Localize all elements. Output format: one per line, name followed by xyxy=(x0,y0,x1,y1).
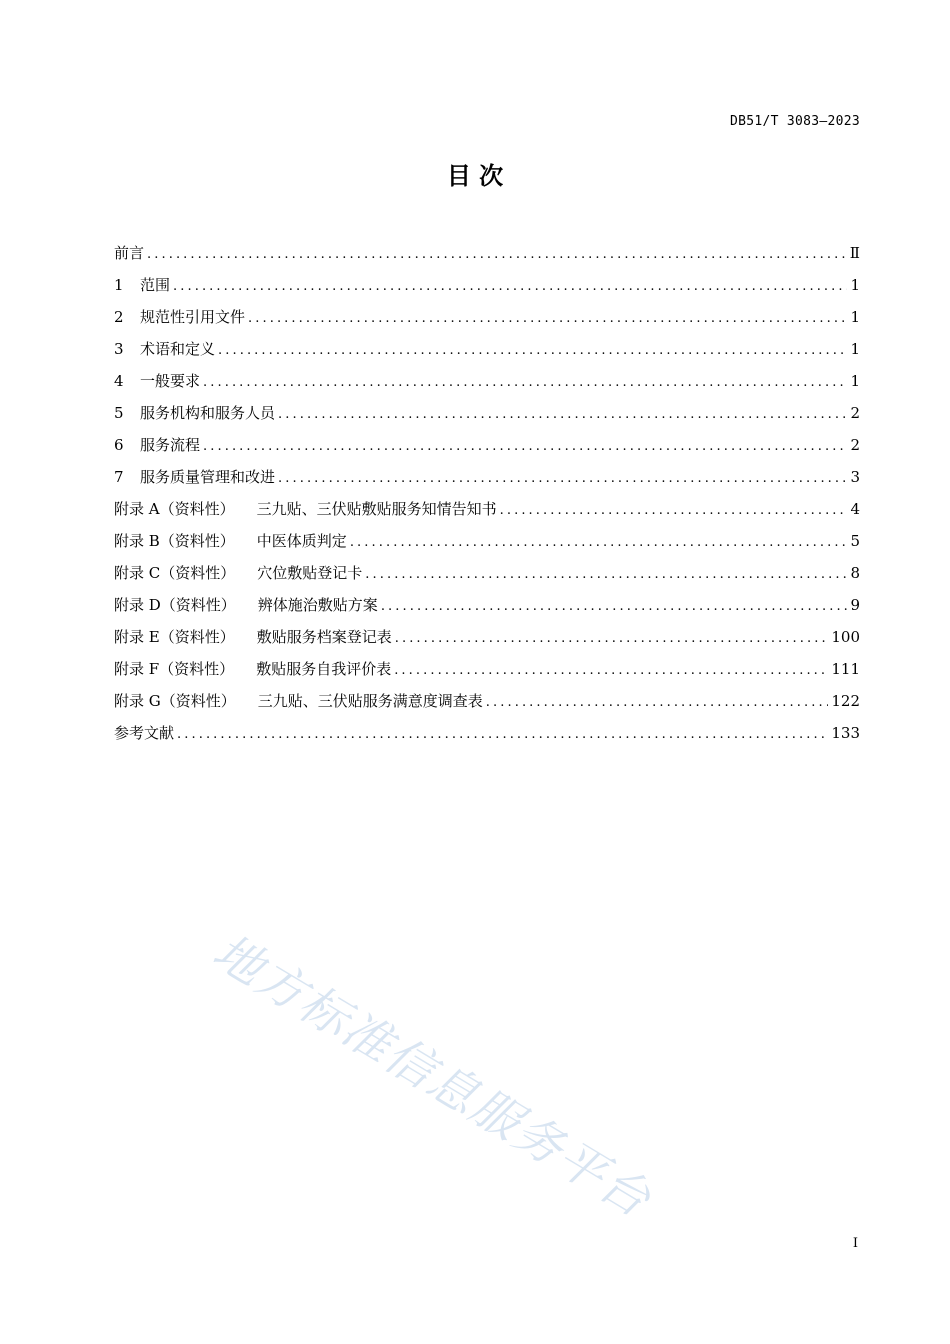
toc-leader-dots xyxy=(365,565,847,585)
toc-page-number: 8 xyxy=(850,564,860,582)
toc-label xyxy=(114,627,392,647)
toc-page-number: 2 xyxy=(850,404,860,422)
toc-appendix-title: 中医体质判定 xyxy=(256,532,347,550)
toc-page-number: 2 xyxy=(850,436,860,454)
toc-page-number: 1 xyxy=(850,308,860,326)
toc-appendix-title: 敷贴服务自我评价表 xyxy=(256,660,392,678)
toc-leader-dots xyxy=(500,501,848,521)
toc-label xyxy=(114,499,497,519)
toc-leader-dots xyxy=(177,725,828,745)
toc-entry-bibliography[interactable] xyxy=(114,723,860,755)
toc-label: 术语和定义 xyxy=(140,340,216,358)
toc-label: 前言 xyxy=(114,244,145,262)
toc-leader-dots xyxy=(173,277,847,297)
toc-entry-service-organization[interactable] xyxy=(114,403,860,435)
toc-label: 规范性引用文件 xyxy=(140,308,246,326)
toc-leader-dots xyxy=(394,661,828,681)
toc-leader-dots xyxy=(203,373,847,393)
toc-page-number: 122 xyxy=(831,692,860,710)
toc-label xyxy=(114,659,391,679)
toc-entry-appendix-d[interactable] xyxy=(114,595,860,627)
toc-entry-appendix-f[interactable] xyxy=(114,659,860,691)
toc-entry-appendix-a[interactable] xyxy=(114,499,860,531)
toc-appendix-title: 辨体施治敷贴方案 xyxy=(257,596,378,614)
toc-leader-dots xyxy=(381,597,848,617)
toc-entry-general-requirements[interactable] xyxy=(114,371,860,403)
toc-label xyxy=(114,595,378,615)
toc-page-number: 4 xyxy=(850,500,860,518)
page-title: 目 次 xyxy=(446,162,504,190)
toc-page-number: 100 xyxy=(831,628,860,646)
toc-page-number: 111 xyxy=(831,660,860,678)
toc-section-number: 2 xyxy=(114,308,124,326)
toc-leader-dots xyxy=(203,437,847,457)
toc-leader-dots xyxy=(278,469,847,489)
toc-section-number: 3 xyxy=(114,340,124,358)
toc-leader-dots xyxy=(395,629,829,649)
toc-label xyxy=(114,691,483,711)
toc-label xyxy=(114,563,362,583)
toc-page-number: 1 xyxy=(850,276,860,294)
toc-section-number: 6 xyxy=(114,436,124,454)
toc-entry-quality-management[interactable] xyxy=(114,467,860,499)
toc-appendix-tag: 附录 B（资料性） xyxy=(114,532,235,550)
toc-appendix-tag: 附录 G（资料性） xyxy=(114,692,236,710)
toc-entry-normative-references[interactable] xyxy=(114,307,860,339)
toc-entry-scope[interactable] xyxy=(114,275,860,307)
footer-page-number: I xyxy=(852,1236,858,1251)
toc-entry-appendix-e[interactable] xyxy=(114,627,860,659)
toc-appendix-tag: 附录 C（资料性） xyxy=(114,564,236,582)
toc-leader-dots xyxy=(218,341,847,361)
toc-leader-dots xyxy=(248,309,847,329)
toc-appendix-title: 穴位敷贴登记卡 xyxy=(257,564,363,582)
toc-section-number: 7 xyxy=(114,468,124,486)
watermark-text: 地方标准信息服务平台 xyxy=(203,923,661,1229)
toc-label: 服务质量管理和改进 xyxy=(140,468,276,486)
toc-leader-dots xyxy=(278,405,847,425)
toc-page-number: 1 xyxy=(850,340,860,358)
toc-leader-dots xyxy=(486,693,829,713)
table-of-contents xyxy=(114,243,860,755)
toc-page-number: 5 xyxy=(850,532,860,550)
toc-leader-dots xyxy=(350,533,848,553)
toc-page-number: 133 xyxy=(831,724,860,742)
toc-appendix-tag: 附录 A（资料性） xyxy=(114,500,235,518)
toc-page-number: Ⅱ xyxy=(849,244,860,262)
toc-label: 范围 xyxy=(140,276,171,294)
toc-entry-terms[interactable] xyxy=(114,339,860,371)
toc-page-number: 1 xyxy=(850,372,860,390)
toc-section-number: 1 xyxy=(114,276,124,294)
toc-label: 一般要求 xyxy=(140,372,201,390)
toc-appendix-tag: 附录 E（资料性） xyxy=(114,628,235,646)
toc-leader-dots xyxy=(147,245,847,265)
toc-section-number: 5 xyxy=(114,404,124,422)
toc-entry-service-process[interactable] xyxy=(114,435,860,467)
toc-section-number: 4 xyxy=(114,372,124,390)
toc-entry-foreword[interactable] xyxy=(114,243,860,275)
toc-label xyxy=(114,531,347,551)
toc-appendix-tag: 附录 D（资料性） xyxy=(114,596,236,614)
toc-label: 参考文献 xyxy=(114,724,175,742)
toc-label: 服务流程 xyxy=(140,436,201,454)
toc-appendix-title: 三九贴、三伏贴服务满意度调查表 xyxy=(257,692,483,710)
toc-entry-appendix-b[interactable] xyxy=(114,531,860,563)
toc-appendix-title: 三九贴、三伏贴敷贴服务知情告知书 xyxy=(256,500,497,518)
toc-entry-appendix-g[interactable] xyxy=(114,691,860,723)
toc-page-number: 9 xyxy=(850,596,860,614)
toc-appendix-title: 敷贴服务档案登记表 xyxy=(256,628,392,646)
toc-appendix-tag: 附录 F（资料性） xyxy=(114,660,235,678)
document-code: DB51/T 3083—2023 xyxy=(729,114,860,129)
toc-page-number: 3 xyxy=(850,468,860,486)
toc-label: 服务机构和服务人员 xyxy=(140,404,276,422)
toc-entry-appendix-c[interactable] xyxy=(114,563,860,595)
